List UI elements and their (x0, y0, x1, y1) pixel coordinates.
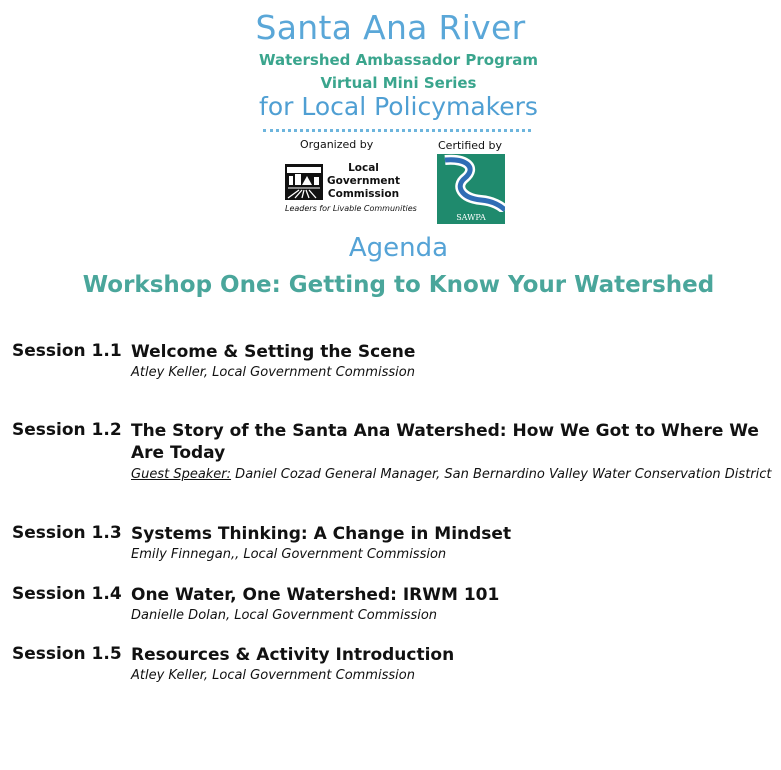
organized-by-label: Organized by (300, 138, 374, 151)
sawpa-logo-icon (437, 154, 505, 212)
sawpa-logo (437, 154, 505, 224)
sawpa-label: SAWPA (456, 213, 486, 222)
certified-by-label: Certified by (438, 139, 503, 152)
session-title: Resources & Activity Introduction (131, 645, 455, 665)
session-number: Session 1.3 (12, 523, 122, 543)
lgc-logo (285, 162, 417, 216)
session-title: One Water, One Watershed: IRWM 101 (131, 585, 500, 605)
program-subtitle: Watershed Ambassador Program (259, 51, 538, 69)
session-number: Session 1.2 (12, 420, 122, 440)
session-speaker: Atley Keller, Local Government Commission (131, 668, 415, 683)
session-speaker: Danielle Dolan, Local Government Commission (131, 608, 438, 623)
lgc-name: Local Government Commission (327, 162, 401, 200)
guest-speaker-label: Guest Speaker: (131, 467, 232, 482)
agenda-heading: Agenda (348, 233, 449, 263)
series-subtitle: Virtual Mini Series (320, 74, 477, 92)
dotted-divider (263, 129, 531, 132)
session-title: Systems Thinking: A Change in Mindset (131, 524, 512, 544)
lgc-tagline: Leaders for Livable Communities (285, 204, 417, 213)
guest-speaker-name: Daniel Cozad General Manager, San Bernardino Valley Water Conservation District (231, 467, 772, 482)
workshop-title: Workshop One: Getting to Know Your Watershed (82, 272, 715, 298)
session-speaker: Emily Finnegan,, Local Government Commission (131, 547, 447, 562)
session-speaker (131, 466, 781, 484)
session-title: The Story of the Santa Ana Watershed: How We Got to Where We Are Today (131, 421, 759, 463)
session-number: Session 1.5 (12, 644, 122, 664)
session-number: Session 1.4 (12, 584, 122, 604)
session-speaker: Atley Keller, Local Government Commission (131, 365, 415, 380)
audience-subtitle: for Local Policymakers (259, 92, 538, 121)
session-title: Welcome & Setting the Scene (131, 342, 416, 362)
program-title: Santa Ana River (255, 8, 526, 47)
session-number: Session 1.1 (12, 341, 122, 361)
lgc-logo-icon (285, 164, 323, 200)
